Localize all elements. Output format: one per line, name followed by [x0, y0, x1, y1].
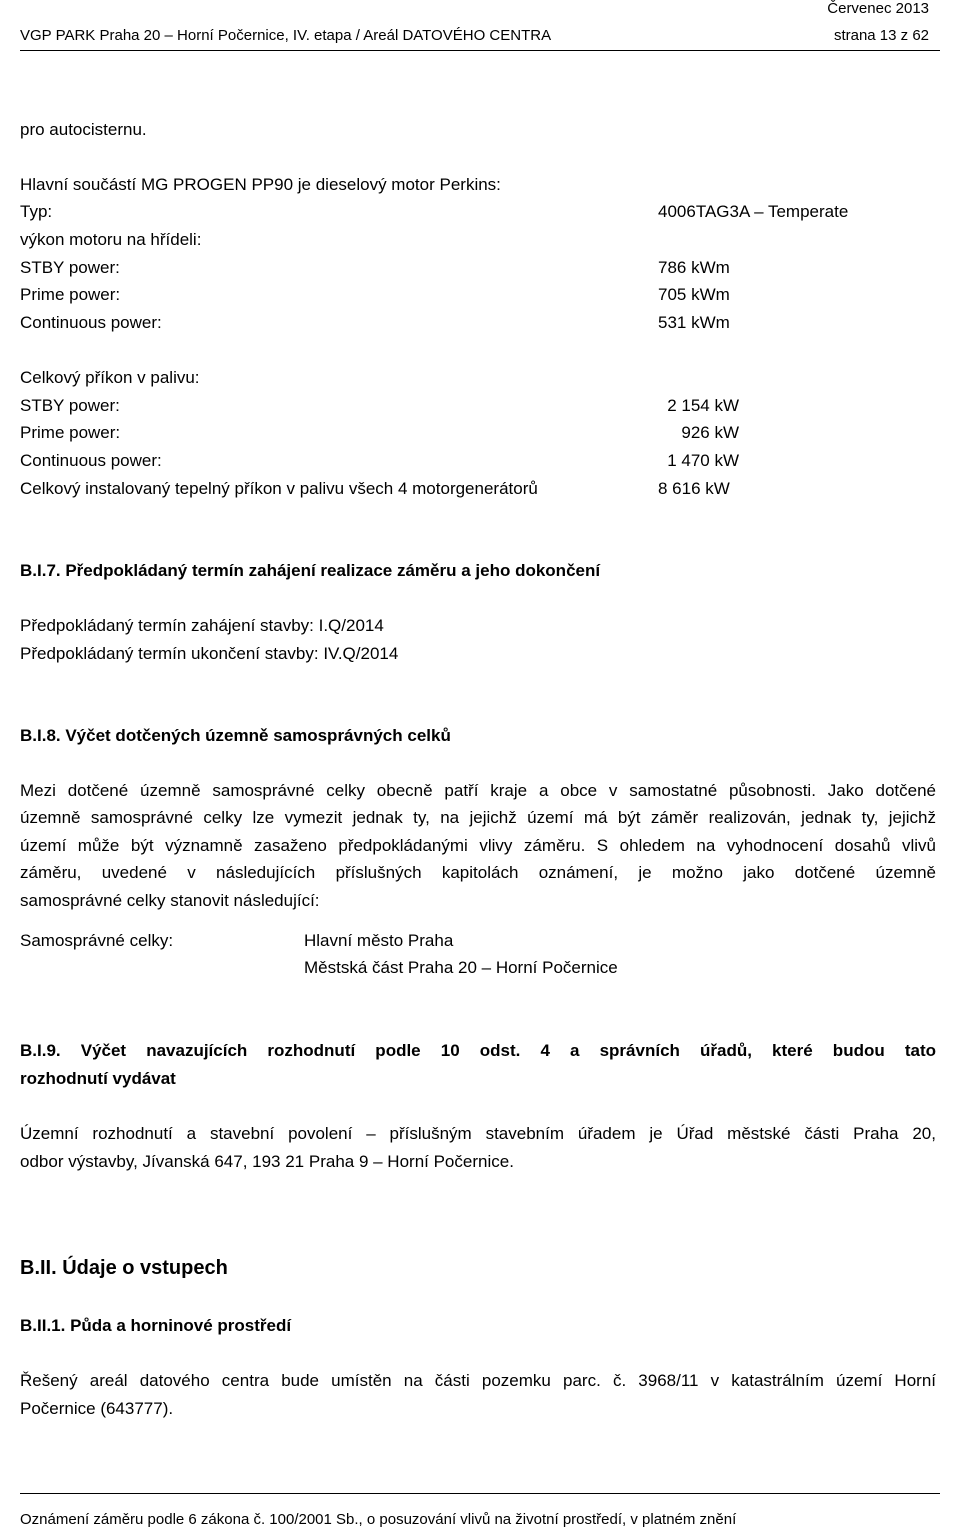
fuel-row-label: Continuous power: — [20, 451, 162, 470]
section-7-start: Předpokládaný termín zahájení stavby: I.Q/2014 — [20, 616, 384, 635]
motor-row-value: 705 kWm — [658, 285, 730, 304]
section-7-end: Předpokládaný termín ukončení stavby: IV.Q/2014 — [20, 644, 399, 663]
motor-heading: Hlavní součástí MG PROGEN PP90 je dieselový motor Perkins: — [20, 175, 501, 194]
section-7-title: B.I.7. Předpokládaný termín zahájení realizace záměru a jeho dokončení — [20, 561, 601, 580]
section-II-1-line: Řešený areál datového centra bude umístěn na části pozemku parc. č. 3968/11 v katastrálním území Horní — [20, 1371, 936, 1390]
motor-row-value: 531 kWm — [658, 313, 730, 332]
motor-row-label: STBY power: — [20, 258, 120, 277]
header-project: VGP PARK Praha 20 – Horní Počernice, IV. etapa / Areál DATOVÉHO CENTRA — [20, 27, 552, 44]
section-8-paragraph-line: Mezi dotčené územně samosprávné celky obecně patří kraje a obce v samostatné působnosti. Jako dotčené — [20, 781, 936, 800]
unit-prague: Hlavní město Praha — [304, 931, 454, 950]
motor-type-label: Typ: — [20, 202, 53, 221]
section-9-title: B.I.9. Výčet navazujících rozhodnutí podle 10 odst. 4 a správních úřadů, které budou tato — [20, 1041, 936, 1060]
motor-row-value: 786 kWm — [658, 258, 730, 277]
fuel-total-value: 8 616 kW — [658, 479, 730, 498]
fuel-row-value: 926 kW — [681, 423, 739, 442]
motor-row-label: Prime power: — [20, 285, 121, 304]
motor-row-label: Continuous power: — [20, 313, 162, 332]
section-8-paragraph-line: samosprávné celky stanovit následující: — [20, 891, 320, 910]
footer-text: Oznámení záměru podle 6 zákona č. 100/2001 Sb., o posuzování vlivů na životní prostředí, v platném znění — [20, 1511, 737, 1528]
section-9-line: Územní rozhodnutí a stavební povolení – příslušným stavebním úřadem je Úřad městské části Praha 20, — [20, 1124, 936, 1143]
fuel-total-label: Celkový instalovaný tepelný příkon v palivu všech 4 motorgenerátorů — [20, 479, 538, 498]
units-label: Samosprávné celky: — [20, 931, 174, 950]
section-9-line: odbor výstavby, Jívanská 647, 193 21 Praha 9 – Horní Počernice. — [20, 1152, 514, 1171]
section-II-1-line: Počernice (643777). — [20, 1399, 174, 1418]
footer-divider — [20, 1493, 940, 1494]
section-II-title: B.II. Údaje o vstupech — [20, 1257, 228, 1279]
fuel-row-label: Prime power: — [20, 423, 121, 442]
header-divider — [20, 50, 940, 51]
fuel-heading: Celkový příkon v palivu: — [20, 368, 200, 387]
section-8-paragraph-line: území může být významně zasaženo předpokládanými vlivy záměru. S ohledem na vyhodnocení dosahů vlivů — [20, 836, 936, 855]
fuel-row-value: 2 154 kW — [667, 396, 739, 415]
header-date: Červenec 2013 — [827, 0, 929, 17]
fuel-row-value: 1 470 kW — [667, 451, 739, 470]
header-page-number: strana 13 z 62 — [833, 27, 929, 44]
motor-shaft-label: výkon motoru na hřídeli: — [20, 230, 202, 249]
motor-type-value: 4006TAG3A – Temperate — [658, 202, 849, 221]
section-8-paragraph-line: záměru, uvedené v následujících příslušných kapitolách oznámení, je možno jako dotčené územně — [20, 863, 936, 882]
unit-district: Městská část Praha 20 – Horní Počernice — [304, 958, 618, 977]
fuel-row-label: STBY power: — [20, 396, 120, 415]
section-8-title: B.I.8. Výčet dotčených územně samosprávných celků — [20, 726, 451, 745]
intro-fragment: pro autocisternu. — [20, 120, 147, 139]
section-9-title-cont: rozhodnutí vydávat — [20, 1069, 176, 1088]
section-II-1-title: B.II.1. Půda a horninové prostředí — [20, 1316, 292, 1335]
section-8-paragraph-line: územně samosprávné celky lze vymezit jednak ty, na jejichž území má být záměr realizován, jednak ty, jejichž — [20, 808, 936, 827]
